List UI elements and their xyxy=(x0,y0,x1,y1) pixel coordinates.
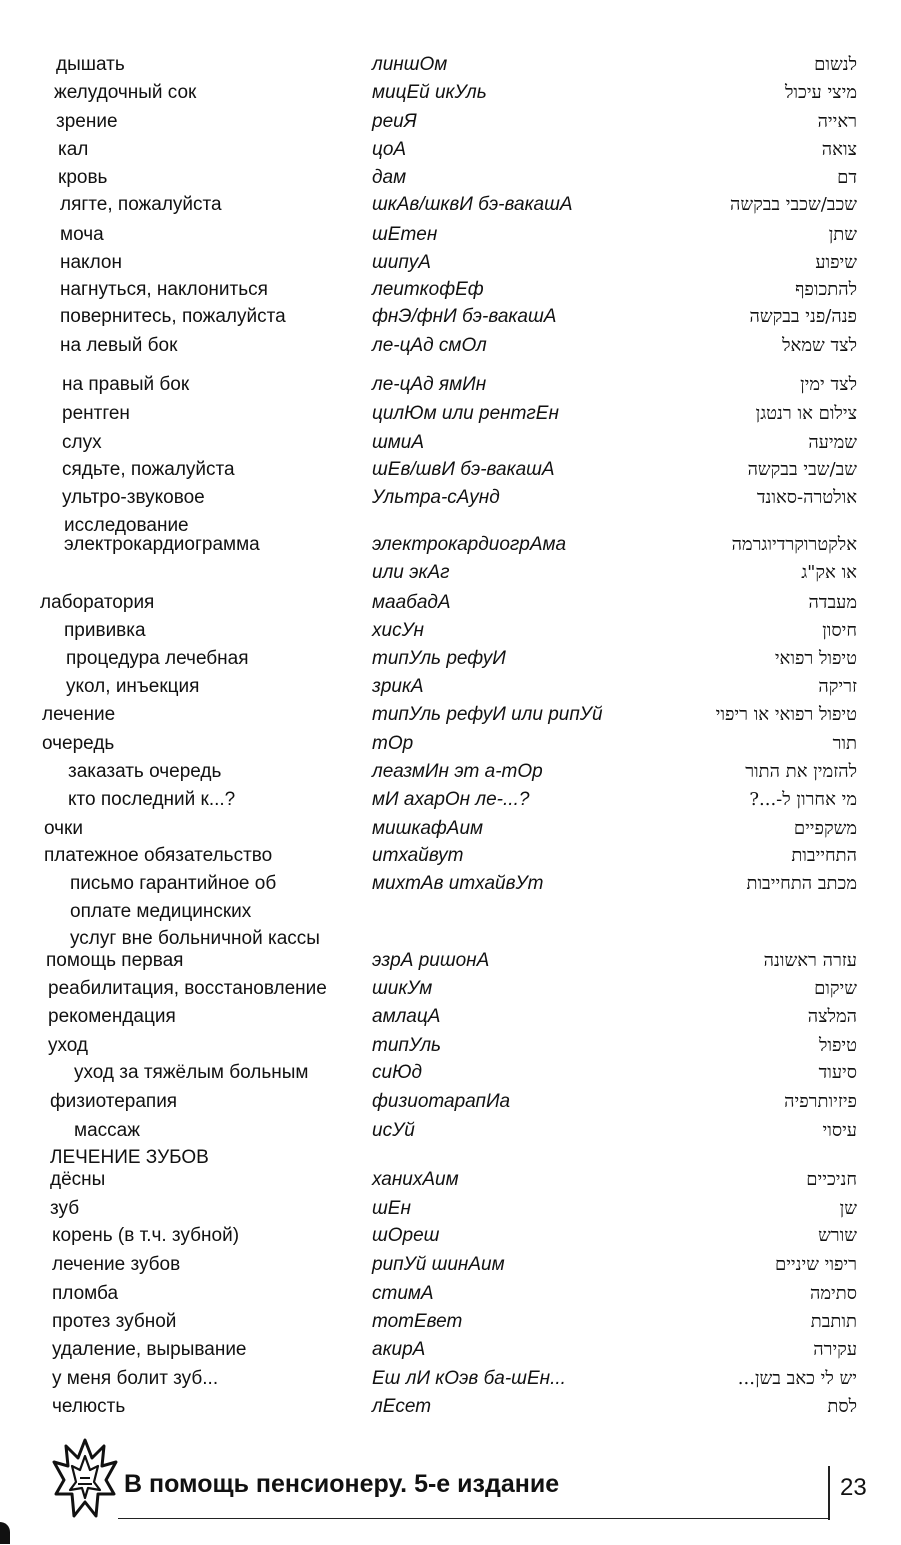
dictionary-entry xyxy=(0,401,901,427)
transliteration: типУль рефуИ или рипУй xyxy=(372,704,603,725)
russian-term: корень (в т.ч. зубной) xyxy=(52,1225,240,1246)
dictionary-entry xyxy=(0,731,901,757)
transliteration: ле-цАд смОл xyxy=(372,335,487,356)
dictionary-entry xyxy=(0,250,901,276)
russian-term: дышать xyxy=(56,54,125,75)
dictionary-entry xyxy=(0,1004,901,1030)
hebrew-term: שן xyxy=(839,1198,857,1219)
dictionary-entry xyxy=(0,1118,901,1144)
hebrew-term: לסת xyxy=(827,1396,857,1417)
russian-term: рекомендация xyxy=(48,1006,176,1027)
dictionary-entry xyxy=(0,976,901,1002)
dictionary-entry xyxy=(0,1281,901,1307)
russian-term: платежное обязательство xyxy=(44,845,273,866)
transliteration: маабадА xyxy=(372,592,451,613)
transliteration: шЕн xyxy=(372,1198,411,1219)
hebrew-term: מי אחרון ל-...? xyxy=(749,789,857,810)
russian-term: кровь xyxy=(58,167,108,188)
hebrew-term: פיזיותרפיה xyxy=(784,1091,857,1112)
transliteration: тОр xyxy=(372,733,414,754)
hebrew-term: משקפיים xyxy=(793,818,857,839)
hebrew-term: טיפול רפואי xyxy=(774,648,857,669)
dictionary-entry xyxy=(0,277,901,303)
hebrew-term: שורש xyxy=(818,1225,857,1246)
russian-term: кто последний к...? xyxy=(68,789,236,810)
dictionary-entry xyxy=(0,485,901,511)
hebrew-term: שב/שבי בבקשה xyxy=(747,459,857,480)
dictionary-entry xyxy=(0,948,901,974)
transliteration: цилЮм или рентгЕн xyxy=(372,403,559,424)
hebrew-term: אלקטרוקרדיוגרמה xyxy=(731,534,857,555)
hebrew-term: שיפוע xyxy=(815,252,857,273)
dictionary-entry xyxy=(0,1337,901,1363)
russian-term: на правый бок xyxy=(62,374,190,395)
transliteration: шипуА xyxy=(372,252,431,273)
russian-term: рентген xyxy=(62,403,130,424)
hebrew-term: צואה xyxy=(821,139,857,160)
hebrew-term: שיקום xyxy=(814,978,857,999)
russian-term: помощь первая xyxy=(46,950,184,971)
hebrew-term: שתן xyxy=(828,224,857,245)
hebrew-term: שמיעה xyxy=(808,432,857,453)
russian-term: лечение xyxy=(42,704,116,725)
transliteration: леиткофЕф xyxy=(372,279,484,300)
transliteration: зрикА xyxy=(372,676,424,697)
hebrew-term: או אק"ג xyxy=(801,562,857,583)
hebrew-term: התחייבות xyxy=(791,845,857,866)
russian-term: ЛЕЧЕНИЕ ЗУБОВ xyxy=(50,1147,209,1168)
transliteration: Еш лИ кОэв ба-шЕн... xyxy=(372,1368,566,1389)
transliteration: ле-цАд ямИн xyxy=(372,374,487,395)
dictionary-entry xyxy=(0,192,901,218)
scan-artifact xyxy=(0,1522,10,1544)
russian-term: заказать очередь xyxy=(68,761,222,782)
transliteration: шмиА xyxy=(372,432,425,453)
russian-term: сядьте, пожалуйста xyxy=(62,459,235,480)
hebrew-term: ראייה xyxy=(817,111,857,132)
russian-term: исследование xyxy=(64,515,189,536)
transliteration: исУй xyxy=(372,1120,415,1141)
dictionary-entry xyxy=(0,1394,901,1420)
dictionary-entry xyxy=(0,590,901,616)
hebrew-term: דם xyxy=(837,167,857,188)
russian-term: кал xyxy=(58,139,89,160)
dictionary-entry xyxy=(0,1167,901,1193)
dictionary-entry xyxy=(0,457,901,483)
russian-term: удаление, вырывание xyxy=(52,1339,247,1360)
hebrew-term: לצד שמאל xyxy=(782,335,857,356)
footer-rule xyxy=(118,1518,830,1519)
russian-term: нагнуться, наклониться xyxy=(60,279,268,300)
russian-term: челюсть xyxy=(52,1396,126,1417)
russian-term: повернитесь, пожалуйста xyxy=(60,306,286,327)
hebrew-term: יש לי כאב בשן... xyxy=(737,1368,857,1389)
transliteration: хисУн xyxy=(372,620,424,641)
russian-term: процедура лечебная xyxy=(66,648,249,669)
transliteration: эзрА ришонА xyxy=(372,950,490,971)
hebrew-term: פנה/פני בבקשה xyxy=(749,306,857,327)
transliteration: мИ ахарОн ле-...? xyxy=(372,789,530,810)
transliteration: шОреш xyxy=(372,1225,440,1246)
dictionary-entry xyxy=(0,843,901,869)
russian-term: наклон xyxy=(60,252,122,273)
hebrew-term: להזמין את התור xyxy=(745,761,857,782)
transliteration: Ультра-сАунд xyxy=(372,487,500,508)
dictionary-entry xyxy=(0,759,901,785)
dictionary-entry xyxy=(0,1060,901,1086)
page-number: 23 xyxy=(840,1474,867,1501)
transliteration: фнЭ/фнИ бэ-вакашА xyxy=(372,306,557,327)
hebrew-term: סתימה xyxy=(810,1283,857,1304)
transliteration: тотЕвет xyxy=(372,1311,463,1332)
dictionary-entry xyxy=(0,109,901,135)
transliteration: линшОм xyxy=(372,54,448,75)
transliteration: амлацА xyxy=(372,1006,441,1027)
dictionary-entry xyxy=(0,646,901,672)
russian-term: пломба xyxy=(52,1283,119,1304)
russian-term: прививка xyxy=(64,620,146,641)
hebrew-term: צילום או רנטגן xyxy=(755,403,857,424)
russian-term: дёсны xyxy=(50,1169,106,1190)
russian-term: ультро-звуковое xyxy=(62,487,205,508)
transliteration: мицЕй икУль xyxy=(372,82,487,103)
hebrew-term: מעבדה xyxy=(808,592,857,613)
transliteration: дам xyxy=(372,167,407,188)
transliteration: или экАг xyxy=(372,562,450,583)
hebrew-term: מיצי עיכול xyxy=(785,82,857,103)
transliteration: шЕв/швИ бэ-вакашА xyxy=(372,459,555,480)
hebrew-term: המלצה xyxy=(807,1006,857,1027)
dictionary-entry xyxy=(0,52,901,78)
transliteration: физиотарапИа xyxy=(372,1091,511,1112)
dictionary-entry xyxy=(0,222,901,248)
russian-term: у меня болит зуб... xyxy=(52,1368,219,1389)
dictionary-entry xyxy=(0,1309,901,1335)
hebrew-term: תור xyxy=(832,733,857,754)
transliteration: леазмИн эт а-тОр xyxy=(372,761,543,782)
footer-divider xyxy=(828,1466,830,1520)
dictionary-entry xyxy=(0,137,901,163)
hebrew-term: טיפול xyxy=(818,1035,857,1056)
hebrew-term: להתכופף xyxy=(795,279,857,300)
russian-term: зрение xyxy=(56,111,118,132)
hebrew-term: עקירה xyxy=(813,1339,857,1360)
russian-term: лечение зубов xyxy=(52,1254,181,1275)
flame-logo-icon xyxy=(52,1436,118,1520)
transliteration: сиЮд xyxy=(372,1062,422,1083)
russian-term: электрокардиограмма xyxy=(64,534,260,555)
transliteration: рипУй шинАим xyxy=(372,1254,505,1275)
transliteration: шкАв/шквИ бэ-вакашА xyxy=(372,194,573,215)
russian-term: укол, инъекция xyxy=(66,676,200,697)
dictionary-entry xyxy=(0,899,901,925)
russian-term: желудочный сок xyxy=(54,82,197,103)
transliteration: мишкафАим xyxy=(372,818,484,839)
transliteration: цоА xyxy=(372,139,407,160)
dictionary-entry xyxy=(0,816,901,842)
russian-term: на левый бок xyxy=(60,335,178,356)
hebrew-term: אולטרה-סאונד xyxy=(756,487,857,508)
russian-term: зуб xyxy=(50,1198,80,1219)
hebrew-term: שכב/שכבי בבקשה xyxy=(729,194,857,215)
russian-term: реабилитация, восстановление xyxy=(48,978,327,999)
transliteration: шЕтен xyxy=(372,224,438,245)
transliteration: итхайвут xyxy=(372,845,464,866)
russian-term: очки xyxy=(44,818,83,839)
hebrew-term: לנשום xyxy=(814,54,857,75)
transliteration: шикУм xyxy=(372,978,433,999)
dictionary-entry xyxy=(0,430,901,456)
russian-term: очередь xyxy=(42,733,115,754)
russian-term: протез зубной xyxy=(52,1311,177,1332)
russian-term: физиотерапия xyxy=(50,1091,178,1112)
dictionary-entry xyxy=(0,1196,901,1222)
russian-term: уход xyxy=(48,1035,89,1056)
russian-term: письмо гарантийное об xyxy=(70,873,277,894)
hebrew-term: חיסון xyxy=(822,620,857,641)
transliteration: стимА xyxy=(372,1283,434,1304)
dictionary-entry xyxy=(0,702,901,728)
dictionary-entry xyxy=(0,787,901,813)
hebrew-term: ריפוי שיניים xyxy=(774,1254,857,1275)
hebrew-term: חניכיים xyxy=(806,1169,857,1190)
transliteration: типУль рефуИ xyxy=(372,648,506,669)
dictionary-entry xyxy=(0,1366,901,1392)
dictionary-entry xyxy=(0,333,901,359)
dictionary-entry xyxy=(0,532,901,558)
hebrew-term: לצד ימין xyxy=(800,374,857,395)
dictionary-entry xyxy=(0,372,901,398)
transliteration: михтАв итхайвУт xyxy=(372,873,544,894)
dictionary-entry xyxy=(0,165,901,191)
transliteration: лЕсет xyxy=(372,1396,432,1417)
hebrew-term: תותבת xyxy=(810,1311,857,1332)
russian-term: слух xyxy=(62,432,102,453)
dictionary-entry xyxy=(0,674,901,700)
hebrew-term: עזרה ראשונה xyxy=(763,950,857,971)
transliteration: электрокардиогрАма xyxy=(372,534,567,555)
transliteration: ханихАим xyxy=(372,1169,459,1190)
russian-term: оплате медицинских xyxy=(70,901,252,922)
transliteration: реиЯ xyxy=(372,111,417,132)
russian-term: моча xyxy=(60,224,104,245)
hebrew-term: סיעוד xyxy=(818,1062,857,1083)
russian-term: услуг вне больничной кассы xyxy=(70,928,320,949)
russian-term: уход за тяжёлым больным xyxy=(74,1062,309,1083)
hebrew-term: טיפול רפואי או ריפוי xyxy=(715,704,857,725)
russian-term: массаж xyxy=(74,1120,140,1141)
transliteration: акирА xyxy=(372,1339,426,1360)
hebrew-term: עיסוי xyxy=(822,1120,857,1141)
transliteration: типУль xyxy=(372,1035,442,1056)
book-title: В помощь пенсионеру. 5-е издание xyxy=(124,1470,560,1498)
hebrew-term: זריקה xyxy=(818,676,857,697)
dictionary-entry xyxy=(0,80,901,106)
hebrew-term: מכתב התחייבות xyxy=(746,873,857,894)
dictionary-entry xyxy=(0,1033,901,1059)
dictionary-entry xyxy=(0,304,901,330)
dictionary-entry xyxy=(0,1252,901,1278)
russian-term: лягте, пожалуйста xyxy=(60,194,222,215)
dictionary-entry xyxy=(0,1223,901,1249)
dictionary-entry xyxy=(0,560,901,586)
russian-term: лаборатория xyxy=(40,592,155,613)
dictionary-entry xyxy=(0,871,901,897)
dictionary-entry xyxy=(0,1089,901,1115)
dictionary-entry xyxy=(0,618,901,644)
